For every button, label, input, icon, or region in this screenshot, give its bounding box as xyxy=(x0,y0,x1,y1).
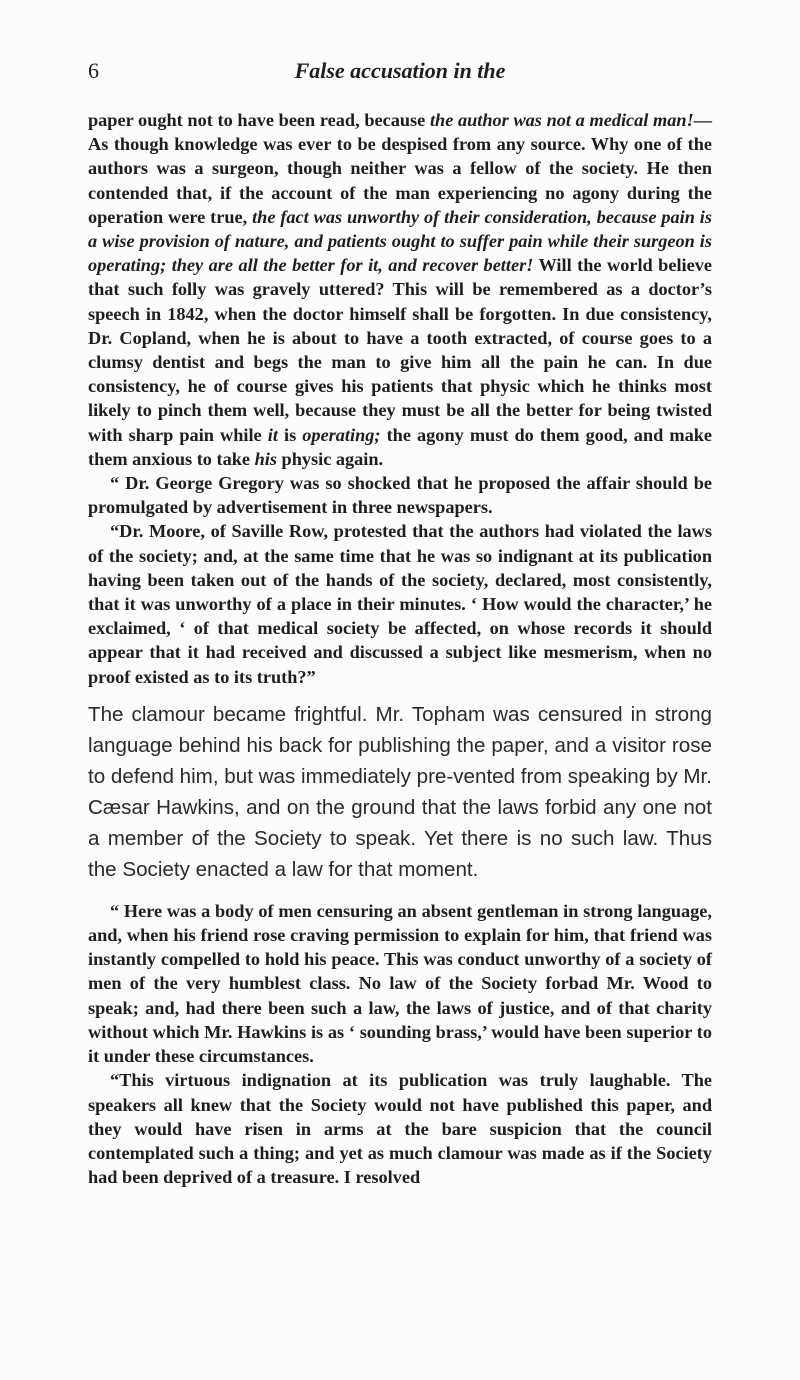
emphasis-span: operating; xyxy=(302,424,381,445)
running-head: False accusation in the xyxy=(294,58,506,83)
emphasis-span: it xyxy=(267,424,278,445)
text-span: —As though knowledge was ever to be despised from any source. Why one of the authors was a surgeon, though neither was a fellow of the society. He then contended that, if the account of the man experiencing no agony during the operation were true, xyxy=(88,110,712,227)
emphasis-span: the fact was unworthy of their consideration, because pain is a wise provision of nature, and patients ought to suffer pain while their surgeon is operating; they are all the better for it, and recover better! xyxy=(88,206,712,276)
emphasis-span: his xyxy=(254,448,277,469)
text-span: paper ought not to have been read, because xyxy=(88,110,430,130)
paragraph-absent-gentleman: “ Here was a body of men censuring an absent gentleman in strong language, and, when his friend rose craving permission to explain for him, that friend was instantly compelled to hold his peace. This was conduct unworthy of a society of men of the very humblest class. No law of the Society forbad Mr. Wood to speak; and, had there been such a law, the laws of justice, and of that charity without which Mr. Hawkins is as ‘ sounding brass,’ would have been superior to it under these circumstances. xyxy=(88,900,712,1067)
body-text xyxy=(88,108,712,1189)
paragraph-doctor-copland xyxy=(88,108,712,471)
text-span: physic again. xyxy=(276,448,384,469)
text-span: is xyxy=(277,424,303,445)
emphasis-span: the author was not a medical man! xyxy=(429,110,694,130)
paragraph-dr-gregory: “ Dr. George Gregory was so shocked that he proposed the affair should be promulgated by advertisement in three newspapers. xyxy=(88,473,712,518)
paragraph-dr-moore: “Dr. Moore, of Saville Row, protested that the authors had violated the laws of the society; and, at the same time that he was so indignant at its publication having been taken out of the hands of the society, declared, most consistently, that it was unworthy of a place in their minutes. ‘ How would the character,’ he exclaimed, ‘ of that medical society be affected, on whose records it should appear that it had received and discussed a subject like mesmerism, when no proof existed as to its truth?” xyxy=(88,521,712,687)
text-span: Will the world believe that such folly was gravely uttered? This will be remembered as a doctor’s speech in 1842, when the doctor himself shall be forgotten. In due consistency, Dr. Copland, when he is about to have a tooth extracted, of course goes to a clumsy dentist and begs the man to give him all the pain he can. In due consistency, he of course gives his patients that physic which he thinks most likely to pinch them well, because they must be all the better for being twisted with sharp pain while xyxy=(88,255,712,445)
page-header xyxy=(88,58,712,94)
paragraph-virtuous-indignation: “This virtuous indignation at its publication was truly laughable. The speakers all knew that the Society would not have published this paper, and they would have risen in arms at the bare suspicion that the council contemplated such a thing; and yet as much clamour was made as if the Society had been deprived of a treasure. I resolved xyxy=(88,1070,712,1188)
text-span: the agony must do them good, and make them anxious to take xyxy=(88,424,713,469)
paragraph-clamour-insert: The clamour became frightful. Mr. Topham was censured in strong language behind his back for publishing the paper, and a visitor rose to defend him, but was immediately pre-vented from speaking by Mr. Cæsar Hawkins, and on the ground that the laws forbid any one not a member of the Society to speak. Yet there is no such law. Thus the Society enacted a law for that moment. xyxy=(88,702,712,881)
page-number: 6 xyxy=(88,58,99,83)
